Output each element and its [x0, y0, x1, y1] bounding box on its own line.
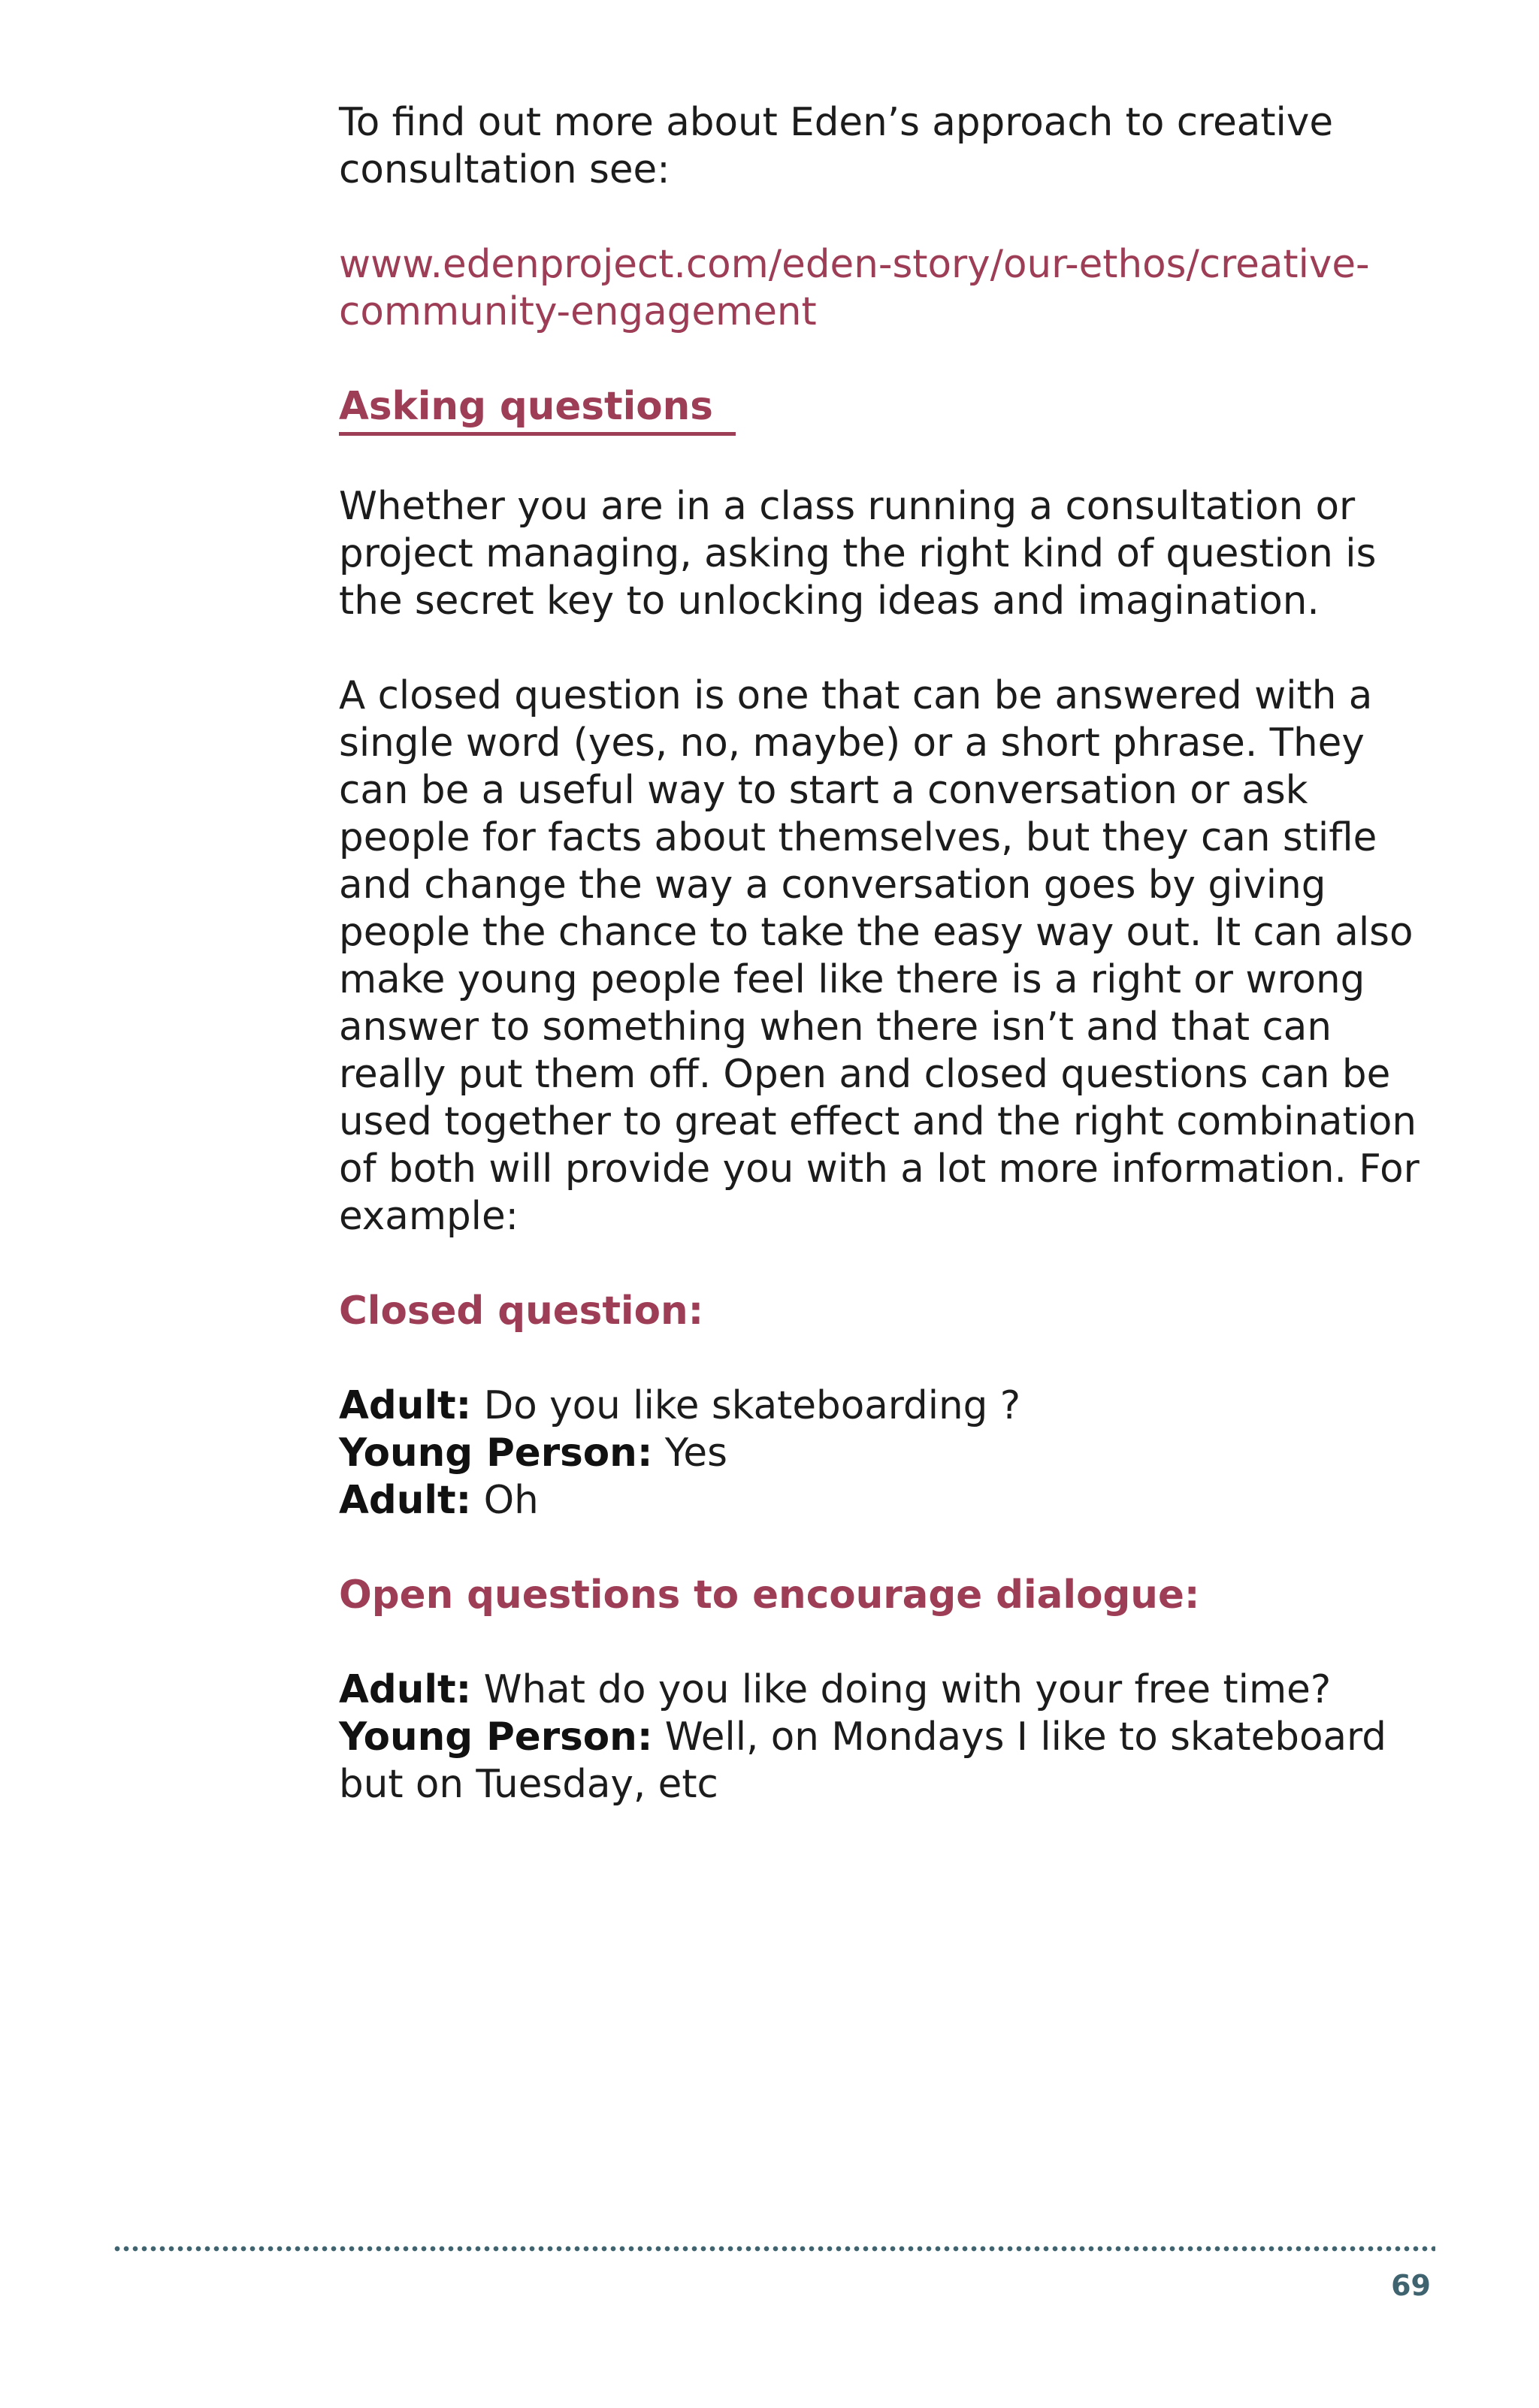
closed-question-dialogue: [339, 1382, 1436, 1524]
dialogue-text: Yes: [652, 1431, 727, 1476]
asking-questions-paragraph-1: Whether you are in a class running a consultation or project managing, asking the right kind of question is the secret key to unlocking ideas and imagination.: [339, 484, 1377, 624]
dialogue-speaker: Young Person:: [339, 1431, 653, 1476]
asking-questions-heading-wrapper: [339, 383, 1436, 436]
asking-questions-heading: Asking questions: [339, 388, 736, 436]
dialogue-line: [339, 1382, 1436, 1430]
dialogue-text: What do you like doing with your free time?: [471, 1667, 1332, 1712]
eden-link[interactable]: www.edenproject.com/eden-story/our-ethos/creative-community-engagement: [339, 242, 1370, 334]
closed-question-heading: Closed question:: [339, 1289, 704, 1334]
asking-questions-paragraph-2: A closed question is one that can be answered with a single word (yes, no, maybe) or a short phrase. They can be a useful way to start a conversation or ask people for facts about themselves, but they can stifle and change the way a conversation goes by giving people the chance to take the easy way out. It can also make young people feel like there is a right or wrong answer to something when there isn’t and that can really put them off. Open and closed questions can be used together to great effect and the right combination of both will provide you with a lot more information. For example:: [339, 673, 1420, 1239]
dialogue-text: Oh: [471, 1478, 539, 1523]
open-questions-heading: Open questions to encourage dialogue:: [339, 1573, 1200, 1618]
intro-text: To find out more about Eden’s approach to creative consultation see:: [339, 100, 1334, 192]
dialogue-line: [339, 1477, 1436, 1524]
open-questions-dialogue: [339, 1666, 1436, 1808]
footer-dotted-divider: [113, 2244, 1435, 2253]
dialogue-speaker: Adult:: [339, 1478, 472, 1523]
dialogue-text: Well, on Mondays I like to skateboard but on Tuesday, etc: [339, 1715, 1386, 1807]
page-content: [339, 99, 1436, 1808]
dialogue-speaker: Adult:: [339, 1383, 472, 1428]
dialogue-line: [339, 1430, 1436, 1477]
page-number: 69: [1391, 2269, 1431, 2302]
dialogue-line: [339, 1714, 1436, 1808]
dialogue-speaker: Adult:: [339, 1667, 472, 1712]
dialogue-line: [339, 1666, 1436, 1714]
dialogue-text: Do you like skateboarding ?: [471, 1383, 1021, 1428]
dialogue-speaker: Young Person:: [339, 1715, 653, 1760]
